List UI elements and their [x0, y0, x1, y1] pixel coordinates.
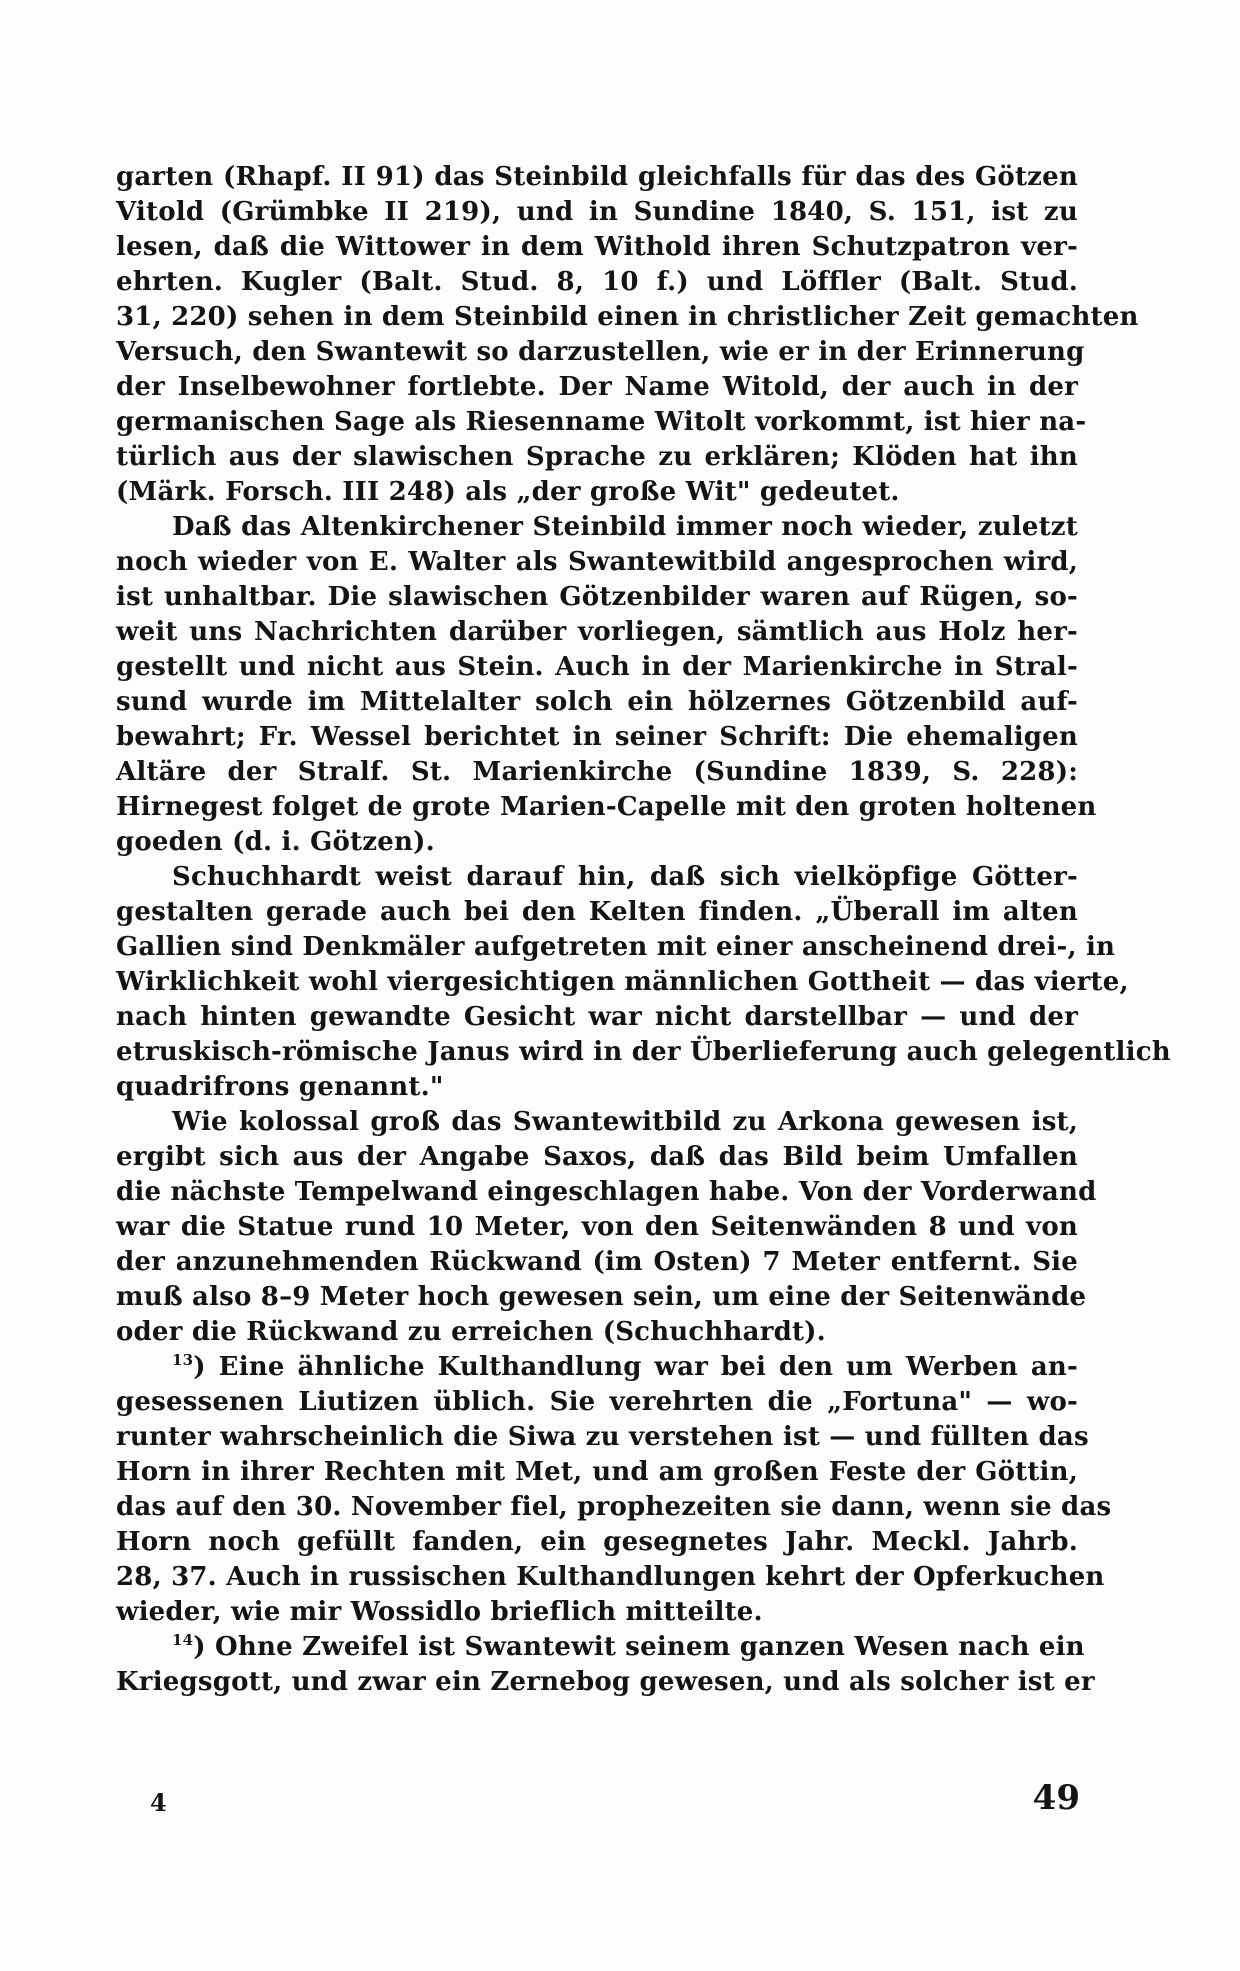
- text-line: etruskisch-römische Janus wird in der Überlieferung auch gelegentlich: [116, 1037, 1171, 1067]
- text-line: weit uns Nachrichten darüber vorliegen, sämtlich aus Holz her-: [116, 617, 1078, 647]
- text-line: Horn in ihrer Rechten mit Met, und am großen Feste der Göttin,: [116, 1457, 1078, 1487]
- text-line: lesen, daß die Wittower in dem Withold ihren Schutzpatron ver-: [116, 232, 1078, 262]
- text-line: ist unhaltbar. Die slawischen Götzenbilder waren auf Rügen, so-: [116, 582, 1078, 612]
- page-number: 49: [1032, 1778, 1080, 1818]
- text-line: oder die Rückwand zu erreichen (Schuchhardt).: [116, 1317, 826, 1347]
- text-line: Vitold (Grümbke II 219), und in Sundine 1840, S. 151, ist zu: [116, 197, 1078, 227]
- text-line: runter wahrscheinlich die Siwa zu verstehen ist — und füllten das: [116, 1422, 1089, 1452]
- text-line: bewahrt; Fr. Wessel berichtet in seiner Schrift: Die ehemaligen: [116, 722, 1078, 752]
- text-line: der Inselbewohner fortlebte. Der Name Witold, der auch in der: [116, 372, 1078, 402]
- text-line: Altäre der Stralf. St. Marienkirche (Sundine 1839, S. 228):: [116, 757, 1078, 787]
- footnote-line: [116, 1350, 1078, 1385]
- text-line: 28, 37. Auch in russischen Kulthandlungen kehrt der Opferkuchen: [116, 1562, 1105, 1592]
- text-line: germanischen Sage als Riesenname Witolt vorkommt, ist hier na-: [116, 407, 1087, 437]
- text-line: der anzunehmenden Rückwand (im Osten) 7 Meter entfernt. Sie: [116, 1247, 1078, 1277]
- text-line: gestellt und nicht aus Stein. Auch in der Marienkirche in Stral-: [116, 652, 1078, 682]
- footnote-text: ) Eine ähnliche Kulthandlung war bei den um Werben an-: [193, 1352, 1078, 1382]
- text-line: Gallien sind Denkmäler aufgetreten mit einer anscheinend drei-, in: [116, 932, 1116, 962]
- text-line: Schuchhardt weist darauf hin, daß sich vielköpfige Götter-: [172, 862, 1078, 892]
- text-line: ergibt sich aus der Angabe Saxos, daß das Bild beim Umfallen: [116, 1142, 1078, 1172]
- text-line: ehrten. Kugler (Balt. Stud. 8, 10 f.) und Löffler (Balt. Stud.: [116, 267, 1078, 297]
- text-line: sund wurde im Mittelalter solch ein hölzernes Götzenbild auf-: [116, 687, 1078, 717]
- text-line: Kriegsgott, und zwar ein Zernebog gewesen, und als solcher ist er: [116, 1667, 1095, 1697]
- text-line: türlich aus der slawischen Sprache zu erklären; Klöden hat ihn: [116, 442, 1078, 472]
- text-line: Versuch, den Swantewit so darzustellen, wie er in der Erinnerung: [116, 337, 1085, 367]
- signature-mark: 4: [150, 1788, 167, 1817]
- text-line: Hirnegest folget de grote Marien-Capelle mit den groten holtenen: [116, 792, 1097, 822]
- text-line: Wirklichkeit wohl viergesichtigen männlichen Gottheit — das vierte,: [116, 967, 1129, 997]
- text-line: die nächste Tempelwand eingeschlagen habe. Von der Vorderwand: [116, 1177, 1097, 1207]
- text-line: war die Statue rund 10 Meter, von den Seitenwänden 8 und von: [116, 1212, 1078, 1242]
- text-line: wieder, wie mir Wossidlo brieflich mitteilte.: [116, 1597, 763, 1627]
- text-line: gestalten gerade auch bei den Kelten finden. „Überall im alten: [116, 897, 1078, 927]
- text-line: garten (Rhapf. II 91) das Steinbild gleichfalls für das des Götzen: [116, 162, 1078, 192]
- footnote-text: ) Ohne Zweifel ist Swantewit seinem ganzen Wesen nach ein: [193, 1632, 1085, 1662]
- footnote-marker: 14: [172, 1631, 194, 1649]
- text-line: noch wieder von E. Walter als Swantewitbild angesprochen wird,: [116, 547, 1078, 577]
- text-line: muß also 8–9 Meter hoch gewesen sein, um eine der Seitenwände: [116, 1282, 1087, 1312]
- text-line: 31, 220) sehen in dem Steinbild einen in christlicher Zeit gemachten: [116, 302, 1139, 332]
- text-line: quadrifrons genannt.": [116, 1072, 444, 1102]
- footnote-line: [116, 1630, 1085, 1665]
- text-line: Daß das Altenkirchener Steinbild immer noch wieder, zuletzt: [172, 512, 1078, 542]
- text-line: Horn noch gefüllt fanden, ein gesegnetes Jahr. Meckl. Jahrb.: [116, 1527, 1078, 1557]
- text-line: goeden (d. i. Götzen).: [116, 827, 435, 857]
- text-line: das auf den 30. November fiel, prophezeiten sie dann, wenn sie das: [116, 1492, 1112, 1522]
- text-line: Wie kolossal groß das Swantewitbild zu Arkona gewesen ist,: [172, 1107, 1078, 1137]
- text-line: gesessenen Liutizen üblich. Sie verehrten die „Fortuna" — wo-: [116, 1387, 1078, 1417]
- footnote-marker: 13: [172, 1351, 194, 1369]
- body-text: [116, 160, 1171, 1700]
- text-line: (Märk. Forsch. III 248) als „der große Wit" gedeutet.: [116, 477, 900, 507]
- text-line: nach hinten gewandte Gesicht war nicht darstellbar — und der: [116, 1002, 1078, 1032]
